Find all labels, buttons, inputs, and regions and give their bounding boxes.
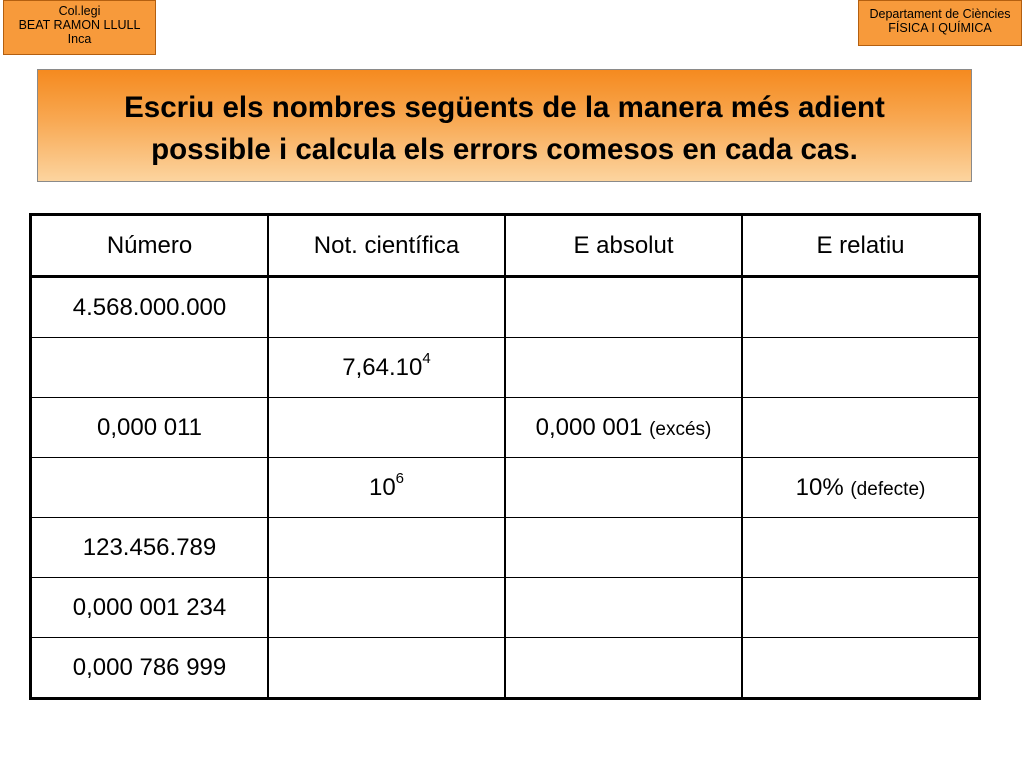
errors-table <box>29 213 981 700</box>
cell-numero <box>31 338 269 398</box>
cell-e-relatiu-note: (defecte) <box>850 478 926 500</box>
cell-notacio <box>268 398 505 458</box>
table-row <box>31 578 980 638</box>
cell-e-absolut-text: 0,000 001 <box>535 413 643 441</box>
cell-numero-text: 0,000 001 234 <box>72 593 227 621</box>
cell-numero <box>31 458 269 518</box>
table-header-row <box>31 215 980 277</box>
cell-e-relatiu <box>742 398 980 458</box>
cell-e-absolut <box>505 638 742 699</box>
cell-numero-text: 0,000 786 999 <box>72 653 227 681</box>
column-header-e-relatiu: E relatiu <box>742 215 980 277</box>
exercise-title-line1: Escriu els nombres següents de la manera més adient <box>124 91 885 124</box>
cell-e-absolut <box>505 458 742 518</box>
table-row <box>31 338 980 398</box>
cell-notacio <box>268 458 505 518</box>
cell-e-absolut <box>505 338 742 398</box>
cell-notacio <box>268 277 505 338</box>
department-badge-line2: FÍSICA I QUÍMICA <box>888 21 992 35</box>
school-badge-line1: Col.legi <box>58 4 101 18</box>
cell-e-relatiu <box>742 277 980 338</box>
cell-numero-text: 4.568.000.000 <box>72 293 227 321</box>
school-badge-line2: BEAT RAMON LLULL <box>18 18 141 32</box>
table-row <box>31 458 980 518</box>
cell-notacio-exponent: 6 <box>395 469 405 487</box>
cell-notacio-exponent: 4 <box>422 349 431 367</box>
cell-e-relatiu <box>742 338 980 398</box>
cell-notacio <box>268 518 505 578</box>
cell-e-absolut <box>505 277 742 338</box>
department-badge-line1: Departament de Ciències <box>869 7 1011 21</box>
cell-notacio <box>268 338 505 398</box>
cell-e-relatiu-text: 10% <box>795 473 844 501</box>
cell-e-absolut <box>505 578 742 638</box>
cell-numero <box>31 518 269 578</box>
cell-e-absolut <box>505 518 742 578</box>
exercise-title-box <box>37 69 972 182</box>
column-header-e-absolut: E absolut <box>505 215 742 277</box>
cell-numero <box>31 638 269 699</box>
table-row <box>31 518 980 578</box>
column-header-notacio: Not. científica <box>268 215 505 277</box>
cell-e-relatiu <box>742 518 980 578</box>
cell-numero-text: 0,000 011 <box>97 413 202 441</box>
table-row <box>31 638 980 699</box>
department-badge <box>858 0 1022 46</box>
table-row <box>31 398 980 458</box>
cell-e-relatiu <box>742 458 980 518</box>
cell-numero <box>31 578 269 638</box>
cell-notacio-text: 7,64.10 <box>342 353 423 381</box>
cell-numero-text: 123.456.789 <box>82 533 217 561</box>
cell-e-absolut-note: (excés) <box>649 418 712 440</box>
school-badge <box>3 0 156 55</box>
column-header-numero: Número <box>31 215 269 277</box>
table-row <box>31 277 980 338</box>
cell-notacio <box>268 638 505 699</box>
cell-notacio-text: 10 <box>368 473 396 501</box>
cell-e-relatiu <box>742 578 980 638</box>
cell-e-relatiu <box>742 638 980 699</box>
cell-numero <box>31 398 269 458</box>
cell-notacio <box>268 578 505 638</box>
cell-numero <box>31 277 269 338</box>
exercise-title-line2: possible i calcula els errors comesos en cada cas. <box>151 133 858 166</box>
school-badge-line3: Inca <box>67 32 92 46</box>
cell-e-absolut <box>505 398 742 458</box>
